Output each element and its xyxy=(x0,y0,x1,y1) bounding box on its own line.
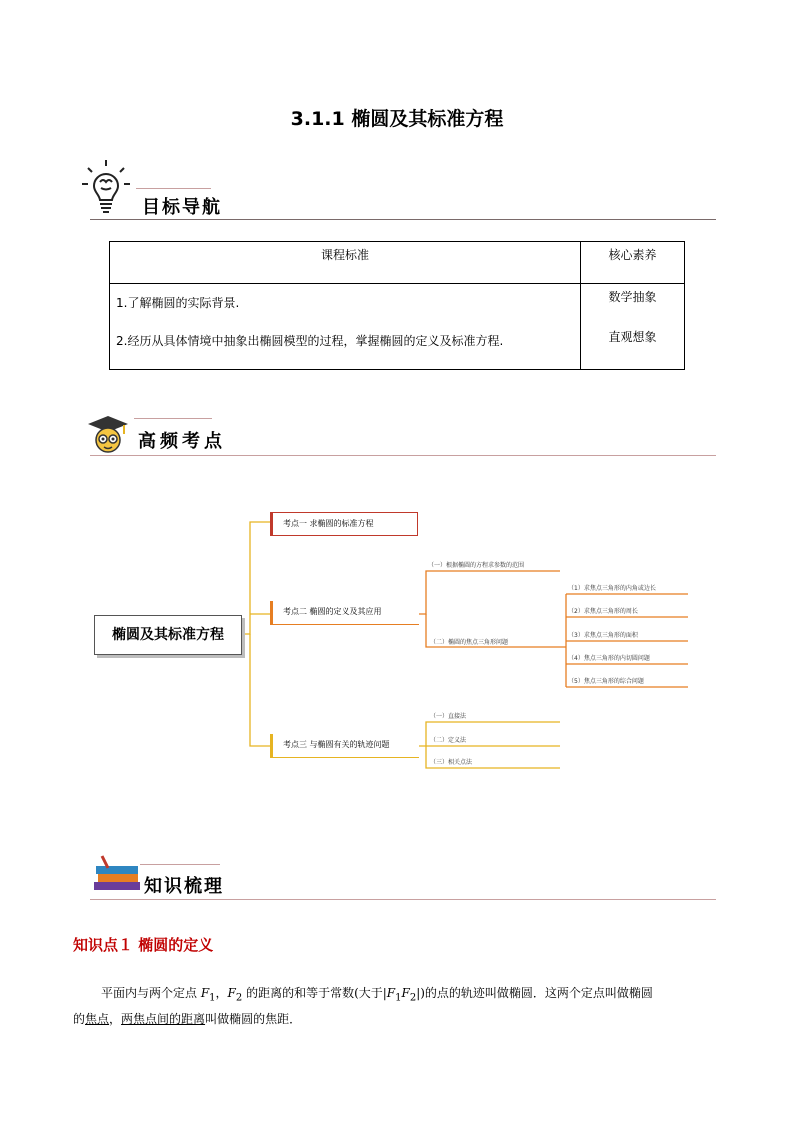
math-sub: 2 xyxy=(409,992,417,1004)
text: 叫做椭圆的焦距． xyxy=(205,1012,302,1026)
section-knowledge-label: 知识梳理 xyxy=(144,876,224,897)
underlined-term: 两焦点间的距离 xyxy=(121,1012,206,1026)
mindmap-root: 椭圆及其标准方程 xyxy=(94,615,242,655)
standard-item-2: 2.经历从具体情境中抽象出椭圆模型的过程，掌握椭圆的定义及标准方程. xyxy=(116,334,504,348)
math-sub: 1 xyxy=(209,992,216,1004)
text: ， xyxy=(215,986,228,1000)
mindmap-leaf: （1）求焦点三角形的内角或边长 xyxy=(568,585,656,592)
section-hot-label: 高频考点 xyxy=(138,431,226,452)
page-title: 3.1.1 椭圆及其标准方程 xyxy=(290,108,504,130)
mindmap-leaf: （二）椭圆的焦点三角形问题 xyxy=(430,639,509,646)
table-header-standard: 课程标准 xyxy=(110,242,581,284)
math-F: F xyxy=(200,986,210,1000)
definition-paragraph-line2 xyxy=(73,1006,723,1032)
mindmap-leaf: （三）相关点法 xyxy=(430,759,473,766)
mindmap-leaf: （一）根据椭圆的方程求参数的范围 xyxy=(428,562,525,569)
text: |)的点的轨迹叫做椭圆．这两个定点叫做椭圆 xyxy=(416,986,653,1000)
mindmap-node-k2: 考点二 椭圆的定义及其应用 xyxy=(270,601,419,625)
mindmap-leaf: （二）定义法 xyxy=(430,737,467,744)
mindmap-node-k3: 考点三 与椭圆有关的轨迹问题 xyxy=(270,734,419,758)
mindmap-node-k1: 考点一 求椭圆的标准方程 xyxy=(270,512,418,536)
table-header-core: 核心素养 xyxy=(581,242,685,284)
books-icon xyxy=(92,854,144,894)
text: 的 xyxy=(73,1012,86,1026)
knowledge-point-title: 知识点１ 椭圆的定义 xyxy=(73,936,214,954)
mindmap-leaf: （2）求焦点三角形的周长 xyxy=(568,608,638,615)
underlined-term: 焦点 xyxy=(85,1012,110,1026)
mindmap-leaf: （5）焦点三角形的综合问题 xyxy=(568,678,644,685)
section-divider xyxy=(140,864,220,865)
core-item-2: 直观想象 xyxy=(608,330,657,344)
math-sub: 1 xyxy=(395,992,402,1004)
text: ， xyxy=(109,1012,122,1026)
text: 的距离的和等于常数(大于| xyxy=(242,986,387,1000)
text: 平面内与两个定点 xyxy=(101,986,201,1000)
core-item-1: 数学抽象 xyxy=(608,290,657,304)
mindmap-leaf: （4）焦点三角形的内切圆问题 xyxy=(568,655,650,662)
mindmap-leaf: （一）直接法 xyxy=(430,713,467,720)
math-sub: 2 xyxy=(235,992,243,1004)
math-F: F xyxy=(386,986,396,1000)
section-goal-label: 目标导航 xyxy=(142,197,222,218)
section-divider xyxy=(90,899,716,900)
math-F: F xyxy=(227,986,236,1000)
standard-item-1: 1.了解椭圆的实际背景. xyxy=(116,296,240,310)
math-F: F xyxy=(401,986,410,1000)
mindmap-leaf: （3）求焦点三角形的面积 xyxy=(568,632,638,639)
